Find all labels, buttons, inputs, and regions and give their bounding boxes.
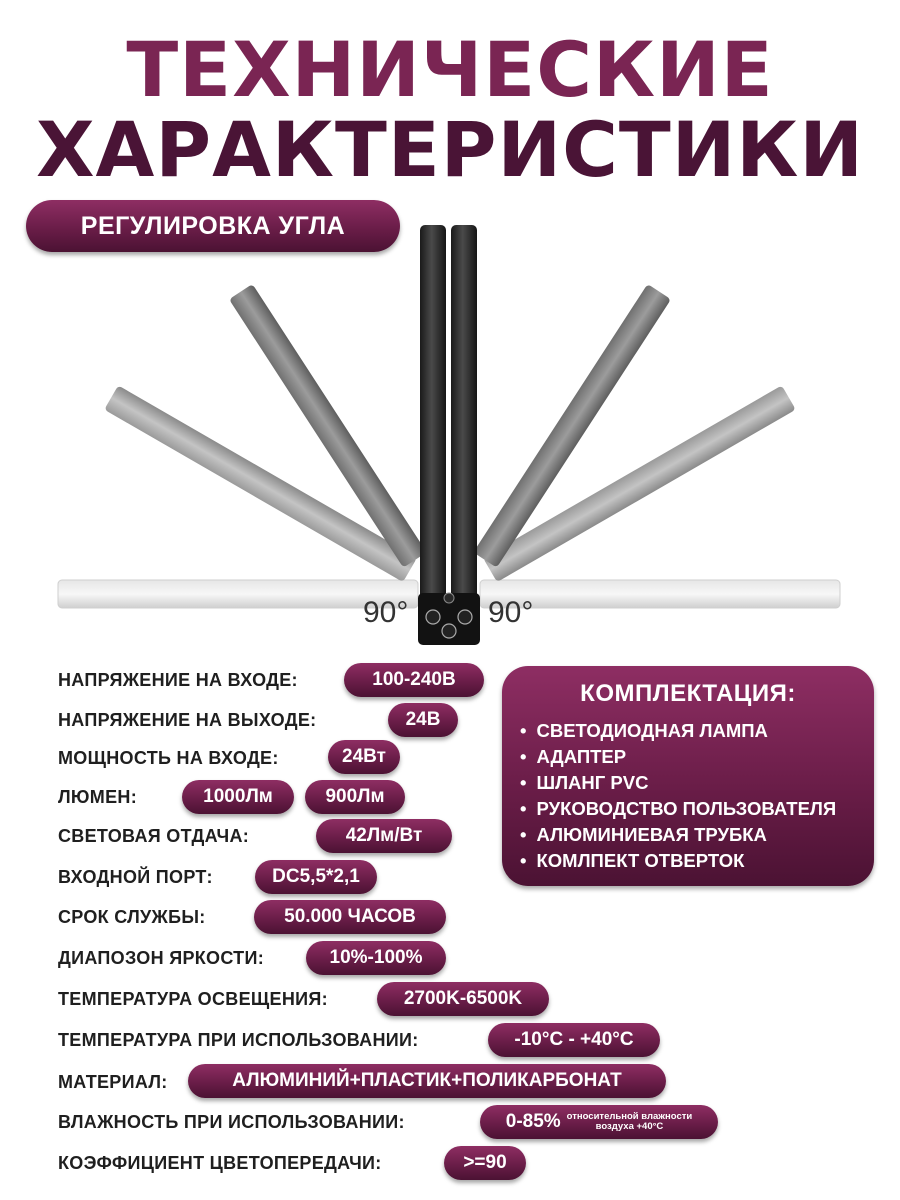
lamp-bar-vertical xyxy=(420,225,477,600)
spec-label-input-voltage: НАПРЯЖЕНИЕ НА ВХОДЕ: xyxy=(58,670,298,690)
spec-value-input-power: 24Вт xyxy=(328,740,400,774)
package-contents-title: КОМПЛЕКТАЦИЯ: xyxy=(580,680,796,707)
lamp-angle-illustration xyxy=(0,215,900,655)
package-contents-box xyxy=(502,666,874,886)
lamp-control-box xyxy=(418,593,480,645)
spec-label-material: МАТЕРИАЛ: xyxy=(58,1072,168,1092)
humidity-note-line-2: воздуха +40°C xyxy=(595,1121,664,1132)
spec-label-cri: КОЭФФИЦИЕНТ ЦВЕТОПЕРЕДАЧИ: xyxy=(58,1153,382,1173)
spec-value-material: АЛЮМИНИЙ+ПЛАСТИК+ПОЛИКАРБОНАТ xyxy=(188,1064,666,1098)
spec-value-lumen-2: 900Лм xyxy=(305,780,405,814)
humidity-note-line-1: относительной влажности xyxy=(566,1111,693,1122)
list-item: • АЛЮМИНИЕВАЯ ТРУБКА xyxy=(520,822,836,848)
spec-label-lumen: ЛЮМЕН: xyxy=(58,787,137,807)
spec-value-brightness-range: 10%-100% xyxy=(306,941,446,975)
title-line-1: ТЕХНИЧЕСКИЕ xyxy=(126,25,774,114)
spec-value-input-voltage: 100-240В xyxy=(344,663,484,697)
spec-label-color-temperature: ТЕМПЕРАТУРА ОСВЕЩЕНИЯ: xyxy=(58,989,328,1009)
spec-value-service-life: 50.000 ЧАСОВ xyxy=(254,900,446,934)
spec-value-color-temperature: 2700K-6500K xyxy=(377,982,549,1016)
list-item: • РУКОВОДСТВО ПОЛЬЗОВАТЕЛЯ xyxy=(520,796,836,822)
list-item: • АДАПТЕР xyxy=(520,744,836,770)
spec-label-operating-temperature: ТЕМПЕРАТУРА ПРИ ИСПОЛЬЗОВАНИИ: xyxy=(58,1030,419,1050)
spec-label-input-port: ВХОДНОЙ ПОРТ: xyxy=(58,867,213,887)
angle-right-label: 90° xyxy=(488,596,534,629)
spec-label-input-power: МОЩНОСТЬ НА ВХОДЕ: xyxy=(58,748,279,768)
spec-value-operating-temperature: -10°C - +40°C xyxy=(488,1023,660,1057)
package-contents-list xyxy=(520,718,836,874)
humidity-range: 0-85% xyxy=(505,1111,561,1132)
lamp-bar-right-90 xyxy=(480,580,840,608)
spec-label-luminous-efficacy: СВЕТОВАЯ ОТДАЧА: xyxy=(58,826,250,846)
list-item: • КОМЛПЕКТ ОТВЕРТОК xyxy=(520,848,836,874)
angle-adjust-badge: РЕГУЛИРОВКА УГЛА xyxy=(26,200,400,252)
angle-left-label: 90° xyxy=(363,596,409,629)
spec-value-output-voltage: 24В xyxy=(388,703,458,737)
spec-value-luminous-efficacy: 42Лм/Вт xyxy=(316,819,452,853)
spec-label-brightness-range: ДИАПОЗОН ЯРКОСТИ: xyxy=(58,948,265,968)
spec-label-service-life: СРОК СЛУЖБЫ: xyxy=(58,907,206,927)
list-item: • СВЕТОДИОДНАЯ ЛАМПА xyxy=(520,718,836,744)
list-item: • ШЛАНГ PVC xyxy=(520,770,836,796)
spec-value-cri: >=90 xyxy=(444,1146,526,1180)
spec-label-humidity: ВЛАЖНОСТЬ ПРИ ИСПОЛЬЗОВАНИИ: xyxy=(58,1112,405,1132)
humidity-note xyxy=(567,1112,693,1132)
spec-value-lumen-1: 1000Лм xyxy=(182,780,294,814)
spec-label-output-voltage: НАПРЯЖЕНИЕ НА ВЫХОДЕ: xyxy=(58,710,317,730)
spec-value-input-port: DC5,5*2,1 xyxy=(255,860,377,894)
title-line-2: ХАРАКТЕРИСТИКИ xyxy=(35,105,865,194)
spec-value-humidity xyxy=(480,1105,718,1139)
